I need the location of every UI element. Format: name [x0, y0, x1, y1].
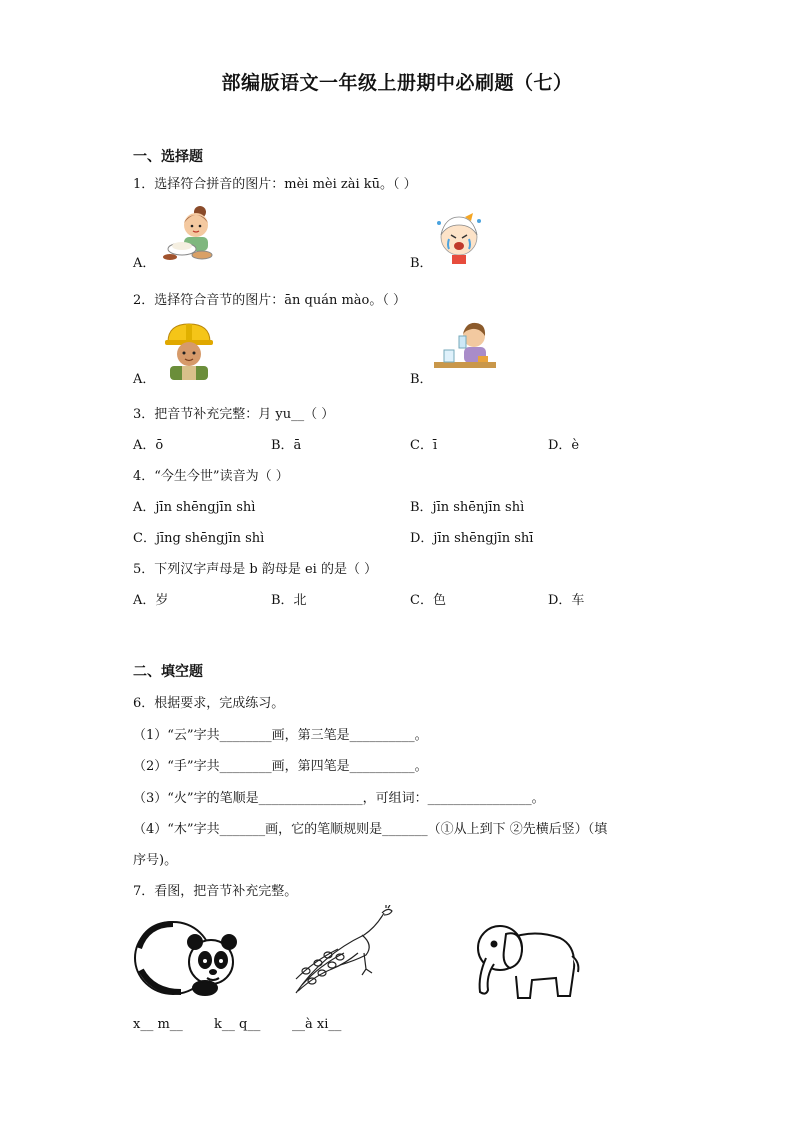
- q3-option-c[interactable]: C．ī: [410, 438, 438, 453]
- q5-option-c[interactable]: C．色: [410, 593, 446, 608]
- page-title: 部编版语文一年级上册期中必刷题（七）: [221, 72, 573, 94]
- safety-helmet-worker-image[interactable]: [162, 320, 216, 380]
- q6-part-4-continued: 序号)。: [133, 853, 178, 868]
- boy-drinking-water-image[interactable]: [432, 318, 498, 378]
- crying-girl-image[interactable]: [435, 211, 485, 265]
- section-heading-choice: 一、选择题: [133, 149, 203, 165]
- question-2: 2．选择符合音节的图片：ān quán mào。（ ）: [133, 293, 407, 308]
- q1-option-a-label: A．: [133, 256, 156, 271]
- q2-option-b-label: B．: [410, 372, 433, 387]
- q7-blank-panda[interactable]: x__ m__: [133, 1017, 183, 1032]
- q6-part-2[interactable]: （2）“手”字共________画，第四笔是__________。: [133, 759, 428, 774]
- question-7: 7．看图，把音节补充完整。: [133, 884, 298, 899]
- girl-eating-image[interactable]: [160, 203, 218, 263]
- q7-blank-peacock[interactable]: k__ q__: [214, 1017, 261, 1032]
- question-3: 3．把音节补充完整：月 yu__（ ）: [133, 407, 335, 422]
- q4-option-b[interactable]: B．jīn shēnjīn shì: [410, 500, 525, 515]
- q4-option-a[interactable]: A．jīn shēngjīn shì: [133, 500, 256, 515]
- q5-option-a[interactable]: A．岁: [133, 593, 169, 608]
- q6-part-4[interactable]: （4）“木”字共_______画，它的笔顺规则是_______（①从上到下 ②先横后竖）（填: [133, 822, 608, 837]
- question-4: 4．“今生今世”读音为（ ）: [133, 469, 289, 484]
- panda-image: [133, 918, 237, 998]
- q6-part-3[interactable]: （3）“火”字的笔顺是________________，可组词：________________。: [133, 791, 545, 806]
- q4-option-d[interactable]: D．jīn shēngjīn shī: [410, 531, 534, 546]
- q6-part-1[interactable]: （1）“云”字共________画，第三笔是__________。: [133, 728, 428, 743]
- q4-option-c[interactable]: C．jīng shēngjīn shì: [133, 531, 265, 546]
- q5-option-b[interactable]: B．北: [271, 593, 307, 608]
- q3-option-d[interactable]: D．è: [548, 438, 580, 453]
- question-1: 1．选择符合拼音的图片：mèi mèi zài kū。（ ）: [133, 177, 417, 192]
- section-heading-fill: 二、填空题: [133, 664, 203, 680]
- q2-option-a-label: A．: [133, 372, 156, 387]
- q7-blank-elephant[interactable]: __à xi__: [292, 1017, 342, 1032]
- q1-option-b-label: B．: [410, 256, 433, 271]
- question-5: 5．下列汉字声母是 b 韵母是 ei 的是（ ）: [133, 562, 378, 577]
- elephant-image: [472, 920, 582, 1002]
- question-6: 6．根据要求，完成练习。: [133, 696, 285, 711]
- q5-option-d[interactable]: D．车: [548, 593, 585, 608]
- q3-option-a[interactable]: A．ō: [133, 438, 164, 453]
- q3-option-b[interactable]: B．ā: [271, 438, 302, 453]
- peacock-image: [292, 905, 396, 997]
